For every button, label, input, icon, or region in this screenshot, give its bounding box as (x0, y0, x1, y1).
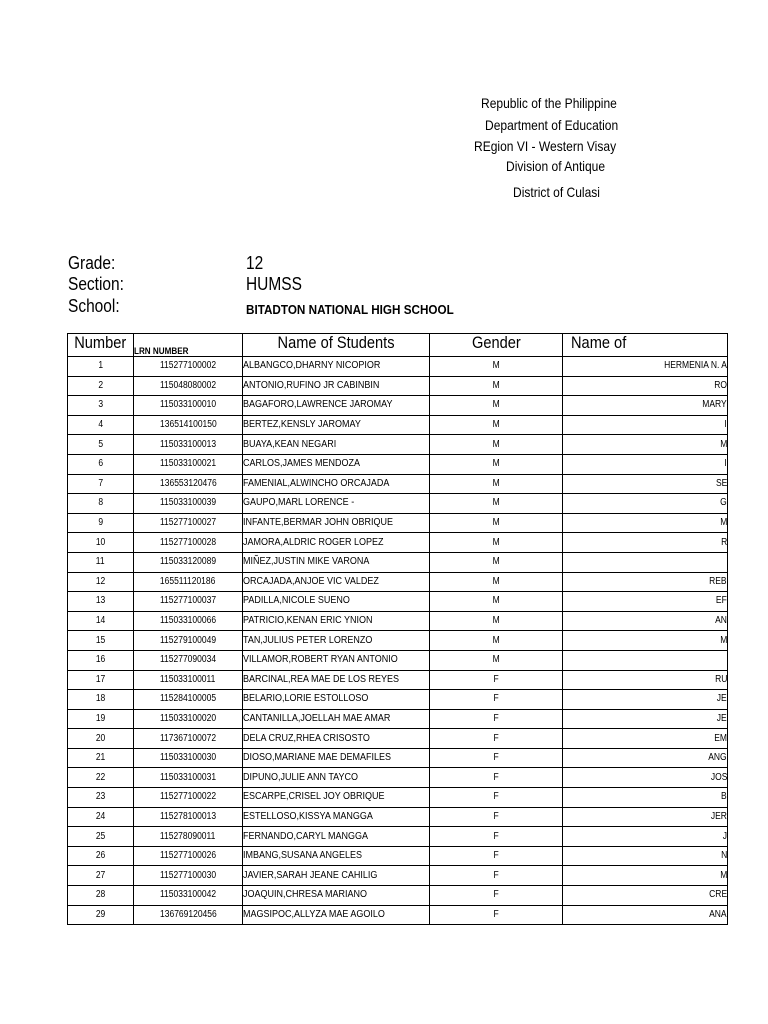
student-name-cell: CANTANILLA,JOELLAH MAE AMAR (243, 709, 430, 729)
row-number-cell: 22 (68, 768, 134, 788)
lrn-cell: 115277100027 (134, 513, 243, 533)
column-header-name: Name of Students (243, 334, 430, 357)
adviser-cell: SE (563, 474, 728, 494)
adviser-cell: HERMENIA N. A (563, 357, 728, 377)
gender-cell: F (430, 709, 563, 729)
table-row (68, 709, 728, 729)
gender-cell: F (430, 827, 563, 847)
lrn-cell: 115277100030 (134, 866, 243, 886)
gender-cell: M (430, 572, 563, 592)
lrn-cell: 115033100042 (134, 886, 243, 906)
header-republic: Republic of the Philippine (481, 95, 617, 111)
lrn-cell: 136553120476 (134, 474, 243, 494)
row-number-cell: 27 (68, 866, 134, 886)
adviser-cell: R (563, 533, 728, 553)
lrn-cell: 115033100010 (134, 396, 243, 416)
student-name-cell: ESTELLOSO,KISSYA MANGGA (243, 807, 430, 827)
gender-cell: M (430, 533, 563, 553)
gender-cell: M (430, 474, 563, 494)
adviser-cell: JE (563, 690, 728, 710)
table-row (68, 357, 728, 377)
gender-cell: M (430, 494, 563, 514)
adviser-cell: CRE (563, 886, 728, 906)
section-label: Section: (68, 274, 124, 294)
row-number-cell: 12 (68, 572, 134, 592)
gender-cell: M (430, 415, 563, 435)
student-name-cell: JAVIER,SARAH JEANE CAHILIG (243, 866, 430, 886)
gender-cell: M (430, 435, 563, 455)
row-number-cell: 15 (68, 631, 134, 651)
table-row (68, 552, 728, 572)
row-number-cell: 8 (68, 494, 134, 514)
lrn-cell: 136514100150 (134, 415, 243, 435)
row-number-cell: 3 (68, 396, 134, 416)
gender-cell: M (430, 454, 563, 474)
adviser-cell: B (563, 788, 728, 808)
table-row (68, 729, 728, 749)
gender-cell: F (430, 846, 563, 866)
adviser-cell: REB (563, 572, 728, 592)
gender-cell: M (430, 631, 563, 651)
row-number-cell: 14 (68, 611, 134, 631)
student-name-cell: DIOSO,MARIANE MAE DEMAFILES (243, 748, 430, 768)
table-body (68, 357, 728, 925)
adviser-cell: M (563, 513, 728, 533)
lrn-cell: 115033100013 (134, 435, 243, 455)
header-region: REgion VI - Western Visay (474, 138, 617, 154)
table-row (68, 454, 728, 474)
student-name-cell: FERNANDO,CARYL MANGGA (243, 827, 430, 847)
row-number-cell: 25 (68, 827, 134, 847)
adviser-cell: JOS (563, 768, 728, 788)
lrn-cell: 115048080002 (134, 376, 243, 396)
lrn-cell: 115277100002 (134, 357, 243, 377)
student-table-viewport[interactable] (67, 333, 727, 928)
lrn-cell: 115033100031 (134, 768, 243, 788)
row-number-cell: 5 (68, 435, 134, 455)
lrn-cell: 115279100049 (134, 631, 243, 651)
adviser-cell: RU (563, 670, 728, 690)
column-header-adviser: Name of (563, 334, 728, 357)
student-name-cell: BUAYA,KEAN NEGARI (243, 435, 430, 455)
table-header-row (68, 334, 728, 357)
adviser-cell: EM (563, 729, 728, 749)
school-label: School: (68, 296, 120, 316)
lrn-cell: 115033100020 (134, 709, 243, 729)
lrn-cell: 115277100026 (134, 846, 243, 866)
gender-cell: M (430, 592, 563, 612)
adviser-cell: ANA (563, 905, 728, 925)
table-row (68, 533, 728, 553)
lrn-cell: 115033100011 (134, 670, 243, 690)
row-number-cell: 2 (68, 376, 134, 396)
student-name-cell: ORCAJADA,ANJOE VIC VALDEZ (243, 572, 430, 592)
section-value: HUMSS (246, 274, 302, 294)
adviser-cell: AN (563, 611, 728, 631)
gender-cell: F (430, 690, 563, 710)
lrn-cell: 115033100021 (134, 454, 243, 474)
lrn-cell: 115277100028 (134, 533, 243, 553)
row-number-cell: 21 (68, 748, 134, 768)
adviser-cell: MARY (563, 396, 728, 416)
student-name-cell: JAMORA,ALDRIC ROGER LOPEZ (243, 533, 430, 553)
row-number-cell: 1 (68, 357, 134, 377)
adviser-cell: G (563, 494, 728, 514)
student-name-cell: TAN,JULIUS PETER LORENZO (243, 631, 430, 651)
row-number-cell: 29 (68, 905, 134, 925)
table-row (68, 748, 728, 768)
student-name-cell: MIÑEZ,JUSTIN MIKE VARONA (243, 552, 430, 572)
gender-cell: F (430, 670, 563, 690)
adviser-cell (563, 650, 728, 670)
student-name-cell: IMBANG,SUSANA ANGELES (243, 846, 430, 866)
gender-cell: F (430, 886, 563, 906)
row-number-cell: 11 (68, 552, 134, 572)
lrn-cell: 136769120456 (134, 905, 243, 925)
table-row (68, 572, 728, 592)
student-name-cell: JOAQUIN,CHRESA MARIANO (243, 886, 430, 906)
gender-cell: F (430, 866, 563, 886)
row-number-cell: 18 (68, 690, 134, 710)
student-name-cell: GAUPO,MARL LORENCE - (243, 494, 430, 514)
adviser-cell: N (563, 846, 728, 866)
row-number-cell: 17 (68, 670, 134, 690)
table-row (68, 807, 728, 827)
row-number-cell: 6 (68, 454, 134, 474)
row-number-cell: 16 (68, 650, 134, 670)
table-row (68, 435, 728, 455)
table-row (68, 827, 728, 847)
lrn-cell: 115033120089 (134, 552, 243, 572)
table-row (68, 670, 728, 690)
row-number-cell: 24 (68, 807, 134, 827)
student-name-cell: BAGAFORO,LAWRENCE JAROMAY (243, 396, 430, 416)
gender-cell: M (430, 513, 563, 533)
adviser-cell: M (563, 631, 728, 651)
header-division: Division of Antique (506, 158, 606, 174)
adviser-cell: ANG (563, 748, 728, 768)
adviser-cell: M (563, 866, 728, 886)
row-number-cell: 20 (68, 729, 134, 749)
gender-cell: F (430, 748, 563, 768)
adviser-cell: J (563, 827, 728, 847)
student-name-cell: MAGSIPOC,ALLYZA MAE AGOILO (243, 905, 430, 925)
gender-cell: M (430, 611, 563, 631)
gender-cell: F (430, 807, 563, 827)
lrn-cell: 165511120186 (134, 572, 243, 592)
table-row (68, 494, 728, 514)
lrn-cell: 115277100022 (134, 788, 243, 808)
table-row (68, 513, 728, 533)
row-number-cell: 9 (68, 513, 134, 533)
gender-cell: F (430, 729, 563, 749)
adviser-cell: I (563, 415, 728, 435)
adviser-cell: EF (563, 592, 728, 612)
gender-cell: M (430, 357, 563, 377)
table-row (68, 474, 728, 494)
student-table (67, 333, 728, 925)
adviser-cell: I (563, 454, 728, 474)
lrn-cell: 115277100037 (134, 592, 243, 612)
table-row (68, 376, 728, 396)
row-number-cell: 10 (68, 533, 134, 553)
lrn-cell: 115278090011 (134, 827, 243, 847)
lrn-cell: 115278100013 (134, 807, 243, 827)
gender-cell: F (430, 768, 563, 788)
student-name-cell: ANTONIO,RUFINO JR CABINBIN (243, 376, 430, 396)
column-header-number: Number (68, 334, 134, 357)
table-row (68, 592, 728, 612)
adviser-cell (563, 552, 728, 572)
grade-value: 12 (246, 253, 264, 273)
student-name-cell: FAMENIAL,ALWINCHO ORCAJADA (243, 474, 430, 494)
gender-cell: F (430, 905, 563, 925)
adviser-cell: JE (563, 709, 728, 729)
lrn-cell: 117367100072 (134, 729, 243, 749)
column-header-gender: Gender (430, 334, 563, 357)
student-name-cell: PATRICIO,KENAN ERIC YNION (243, 611, 430, 631)
gender-cell: M (430, 552, 563, 572)
table-row (68, 650, 728, 670)
student-name-cell: VILLAMOR,ROBERT RYAN ANTONIO (243, 650, 430, 670)
table-row (68, 886, 728, 906)
lrn-cell: 115033100066 (134, 611, 243, 631)
student-name-cell: CARLOS,JAMES MENDOZA (243, 454, 430, 474)
table-row (68, 846, 728, 866)
gender-cell: M (430, 396, 563, 416)
row-number-cell: 26 (68, 846, 134, 866)
row-number-cell: 4 (68, 415, 134, 435)
table-row (68, 866, 728, 886)
table-row (68, 611, 728, 631)
lrn-cell: 115277090034 (134, 650, 243, 670)
table-row (68, 396, 728, 416)
adviser-cell: RO (563, 376, 728, 396)
student-name-cell: DIPUNO,JULIE ANN TAYCO (243, 768, 430, 788)
row-number-cell: 23 (68, 788, 134, 808)
student-name-cell: PADILLA,NICOLE SUENO (243, 592, 430, 612)
row-number-cell: 19 (68, 709, 134, 729)
table-row (68, 788, 728, 808)
table-row (68, 905, 728, 925)
table-row (68, 768, 728, 788)
student-name-cell: BARCINAL,REA MAE DE LOS REYES (243, 670, 430, 690)
student-name-cell: DELA CRUZ,RHEA CRISOSTO (243, 729, 430, 749)
lrn-cell: 115033100039 (134, 494, 243, 514)
student-name-cell: ALBANGCO,DHARNY NICOPIOR (243, 357, 430, 377)
grade-label: Grade: (68, 253, 116, 273)
gender-cell: F (430, 788, 563, 808)
row-number-cell: 13 (68, 592, 134, 612)
header-department: Department of Education (485, 117, 619, 133)
student-name-cell: BERTEZ,KENSLY JAROMAY (243, 415, 430, 435)
row-number-cell: 28 (68, 886, 134, 906)
student-name-cell: INFANTE,BERMAR JOHN OBRIQUE (243, 513, 430, 533)
row-number-cell: 7 (68, 474, 134, 494)
table-row (68, 415, 728, 435)
student-name-cell: ESCARPE,CRISEL JOY OBRIQUE (243, 788, 430, 808)
column-header-lrn: LRN NUMBER (134, 334, 243, 357)
adviser-cell: M (563, 435, 728, 455)
gender-cell: M (430, 650, 563, 670)
adviser-cell: JER (563, 807, 728, 827)
lrn-cell: 115033100030 (134, 748, 243, 768)
school-value: BITADTON NATIONAL HIGH SCHOOL (246, 302, 454, 317)
gender-cell: M (430, 376, 563, 396)
lrn-cell: 115284100005 (134, 690, 243, 710)
table-row (68, 631, 728, 651)
header-district: District of Culasi (513, 184, 600, 200)
table-row (68, 690, 728, 710)
student-name-cell: BELARIO,LORIE ESTOLLOSO (243, 690, 430, 710)
